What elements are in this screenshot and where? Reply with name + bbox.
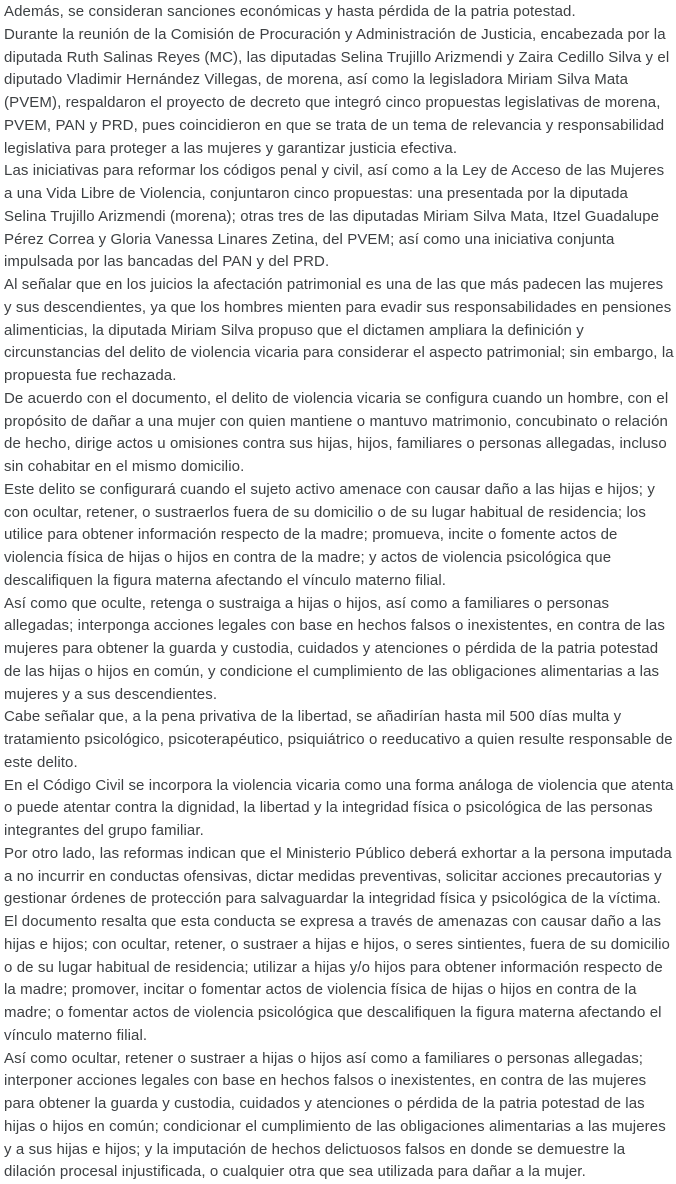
paragraph: En el Código Civil se incorpora la violencia vicaria como una forma análoga de violencia que atenta o puede atentar contra la dignidad, la libertad y la integridad física o psicológica de las personas integrantes del grupo familiar. bbox=[4, 775, 674, 843]
paragraph: De acuerdo con el documento, el delito de violencia vicaria se configura cuando un hombre, con el propósito de dañar a una mujer con quien mantiene o mantuvo matrimonio, concubinato o relación de hecho, dirige actos u omisiones contra sus hijas, hijos, familiares o personas allegadas, incluso sin cohabitar en el mismo domicilio. bbox=[4, 388, 674, 479]
paragraph: Este delito se configurará cuando el sujeto activo amenace con causar daño a las hijas e hijos; y con ocultar, retener, o sustraerlos fuera de su domicilio o de su lugar habitual de residencia; los utilice para obtener información respecto de la madre; promueva, incite o fomente actos de violencia física de hijas o hijos en contra de la madre; y actos de violencia psicológica que descalifiquen la figura materna afectando el vínculo materno filial. bbox=[4, 479, 674, 593]
paragraph: Al señalar que en los juicios la afectación patrimonial es una de las que más padecen las mujeres y sus descendientes, ya que los hombres mienten para evadir sus responsabilidades en pensiones alimenticias, la diputada Miriam Silva propuso que el dictamen ampliara la definición y circunstancias del delito de violencia vicaria para considerar el aspecto patrimonial; sin embargo, la propuesta fue rechazada. bbox=[4, 274, 674, 388]
paragraph: Así como que oculte, retenga o sustraiga a hijas o hijos, así como a familiares o personas allegadas; interponga acciones legales con base en hechos falsos o inexistentes, en contra de las mujeres para obtener la guarda y custodia, cuidados y atenciones o pérdida de la patria potestad de las hijas o hijos en común, y condicione el cumplimiento de las obligaciones alimentarias a las mujeres y a sus descendientes. bbox=[4, 593, 674, 707]
paragraph: Cabe señalar que, a la pena privativa de la libertad, se añadirían hasta mil 500 días multa y tratamiento psicológico, psicoterapéutico, psiquiátrico o reeducativo a quien resulte responsable de este delito. bbox=[4, 706, 674, 774]
paragraph: Por otro lado, las reformas indican que el Ministerio Público deberá exhortar a la persona imputada a no incurrir en conductas ofensivas, dictar medidas preventivas, solicitar acciones precautorias y gestionar órdenes de protección para salvaguardar la integridad física y psicológica de la víctima. bbox=[4, 843, 674, 911]
paragraph: Durante la reunión de la Comisión de Procuración y Administración de Justicia, encabezada por la diputada Ruth Salinas Reyes (MC), las diputadas Selina Trujillo Arizmendi y Zaira Cedillo Silva y el diputado Vladimir Hernández Villegas, de morena, así como la legisladora Miriam Silva Mata (PVEM), respaldaron el proyecto de decreto que integró cinco propuestas legislativas de morena, PVEM, PAN y PRD, pues coincidieron en que se trata de un tema de relevancia y responsabilidad legislativa para proteger a las mujeres y garantizar justicia efectiva. bbox=[4, 24, 674, 161]
paragraph: Así como ocultar, retener o sustraer a hijas o hijos así como a familiares o personas allegadas; interponer acciones legales con base en hechos falsos o inexistentes, en contra de las mujeres para obtener la guarda y custodia, cuidados y atenciones o pérdida de la patria potestad de las hijas o hijos en común; condicionar el cumplimiento de las obligaciones alimentarias a las mujeres y a sus hijas e hijos; y la imputación de hechos delictuosos falsos en donde se demuestre la dilación procesal injustificada, o cualquier otra que sea utilizada para dañar a la mujer. bbox=[4, 1048, 674, 1184]
paragraph: Además, se consideran sanciones económicas y hasta pérdida de la patria potestad. bbox=[4, 1, 674, 24]
paragraph: Las iniciativas para reformar los códigos penal y civil, así como a la Ley de Acceso de las Mujeres a una Vida Libre de Violencia, conjuntaron cinco propuestas: una presentada por la diputada Selina Trujillo Arizmendi (morena); otras tres de las diputadas Miriam Silva Mata, Itzel Guadalupe Pérez Correa y Gloria Vanessa Linares Zetina, del PVEM; así como una iniciativa conjunta impulsada por las bancadas del PAN y del PRD. bbox=[4, 160, 674, 274]
paragraph: El documento resalta que esta conducta se expresa a través de amenazas con causar daño a las hijas e hijos; con ocultar, retener, o sustraer a hijas e hijos, o seres sintientes, fuera de su domicilio o de su lugar habitual de residencia; utilizar a hijas y/o hijos para obtener información respecto de la madre; promover, incitar o fomentar actos de violencia física de hijas o hijos en contra de la madre; o fomentar actos de violencia psicológica que descalifiquen la figura materna afectando el vínculo materno filial. bbox=[4, 911, 674, 1048]
